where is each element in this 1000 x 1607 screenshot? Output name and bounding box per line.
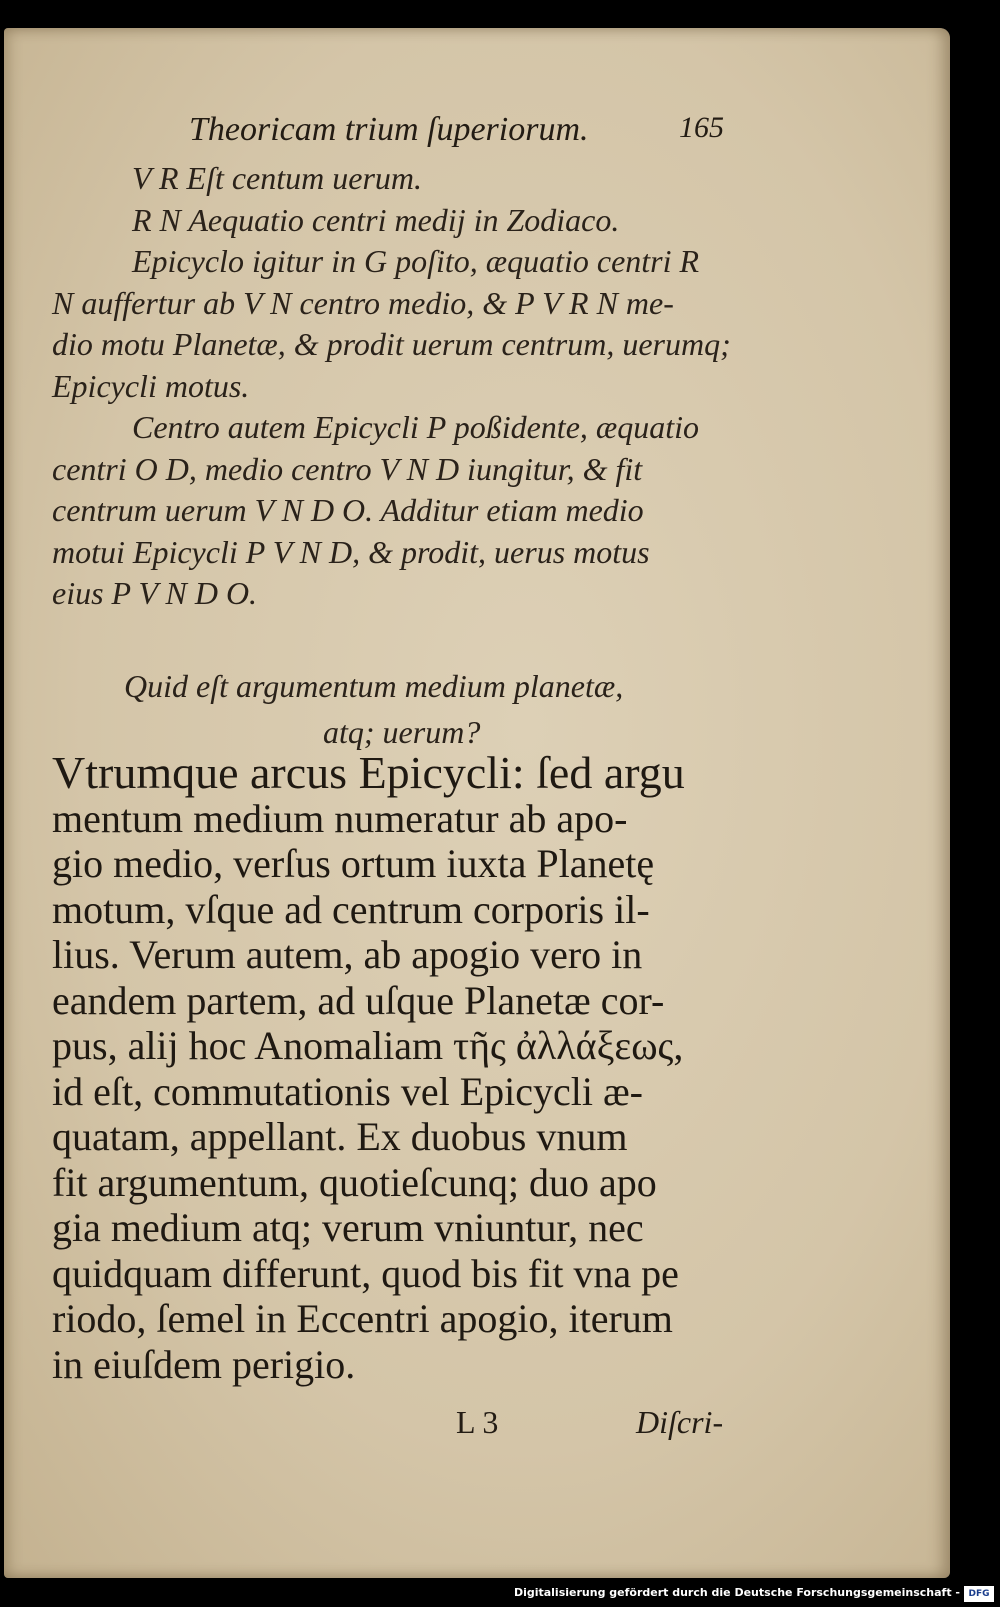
body-line: in eiuſdem perigio. <box>52 1341 356 1387</box>
question-heading <box>52 663 752 755</box>
dfg-logo-icon: DFG <box>964 1586 994 1602</box>
digitization-banner <box>0 1583 1000 1607</box>
body-line: quatam, appellant. Ex duobus vnum <box>52 1114 628 1159</box>
page-header <box>4 83 950 148</box>
question-line: Quid eſt argumentum medium planetæ, <box>124 668 624 704</box>
body-line: lius. Verum autem, ab apogio vero in <box>52 932 643 977</box>
body-line: fit argumentum, quotieſcunq; duo apo <box>52 1159 657 1205</box>
diagram-explanation <box>52 158 752 615</box>
page-number: 165 <box>679 111 724 144</box>
digitization-note: Digitalisierung gefördert durch die Deutsche Forschungsgemeinschaft - <box>513 1586 960 1599</box>
text-line: N auffertur ab V N centro medio, & P V R N me- <box>52 284 674 321</box>
body-line: riodo, ſemel in Eccentri apogio, iterum <box>52 1296 673 1341</box>
page-footer <box>4 1404 950 1454</box>
body-line: eandem partem, ad uſque Planetæ cor- <box>52 977 665 1023</box>
answer-paragraph <box>52 747 752 1387</box>
text-line: dio motu Planetæ, & prodit uerum centrum, uerumq; <box>52 326 731 362</box>
body-line: Vtrumque arcus Epicycli: ſed argu <box>52 747 685 798</box>
body-line: gio medio, verſus ortum iuxta Planetę <box>52 841 655 886</box>
text-line: V R Eſt centum uerum. <box>132 160 423 196</box>
text-line: Epicycli motus. <box>52 367 250 404</box>
question-line: atq; uerum? <box>323 714 481 750</box>
body-line: motum, vſque ad centrum corporis il- <box>52 886 650 932</box>
text-line: Centro autem Epicycli P poßidente, æquatio <box>132 409 700 445</box>
text-line: motui Epicycli P V N D, & prodit, uerus motus <box>52 533 650 570</box>
text-line: Epicyclo igitur in G poſito, æquatio centri R <box>132 243 700 279</box>
body-line: pus, alij hoc Anomaliam τῆς ἀλλάξεως, <box>52 1023 684 1068</box>
running-title: Theoricam trium ſuperiorum. <box>189 111 589 148</box>
text-line: R N Aequatio centri medij in Zodiaco. <box>132 201 620 238</box>
text-line: centri O D, medio centro V N D iungitur, & fit <box>52 450 643 487</box>
text-line: eius P V N D O. <box>52 575 258 611</box>
catchword: Diſcri- <box>636 1404 724 1440</box>
body-line: gia medium atq; verum vniuntur, nec <box>52 1205 644 1250</box>
signature-mark: L 3 <box>456 1404 499 1440</box>
body-line: quidquam differunt, quod bis fit vna pe <box>52 1250 679 1296</box>
text-line: centrum uerum V N D O. Additur etiam medio <box>52 492 644 528</box>
body-line: id eſt, commutationis vel Epicycli æ- <box>52 1068 643 1114</box>
book-page <box>4 28 950 1578</box>
body-line: mentum medium numeratur ab apo- <box>52 795 628 841</box>
